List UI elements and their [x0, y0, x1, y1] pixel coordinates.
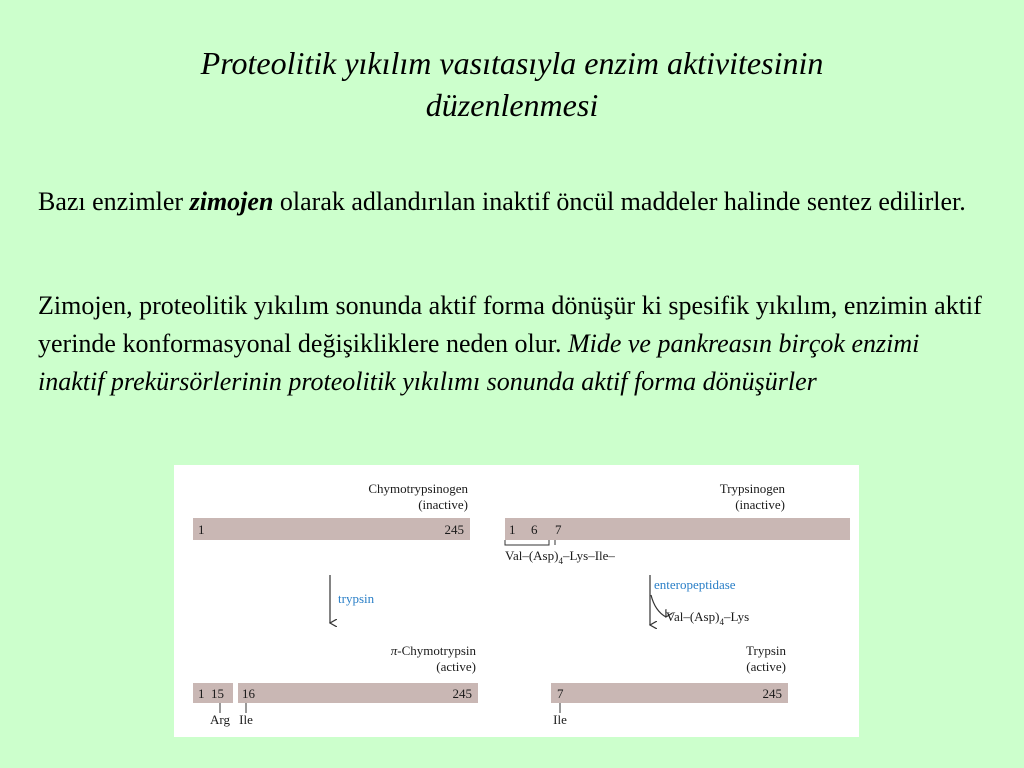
pi-symbol: π — [390, 643, 398, 658]
arg-residue-label: Arg — [210, 712, 230, 727]
released-seq-post: –Lys — [723, 609, 750, 624]
trypsin-enzyme-label: trypsin — [338, 591, 375, 606]
chymotrypsinogen-bar — [193, 518, 470, 540]
trypsinogen-bracket — [505, 540, 555, 545]
trypsin-end: 245 — [762, 686, 782, 701]
pi-chymotrypsin-state: (active) — [436, 659, 476, 674]
trypsinogen-label: Trypsinogen — [719, 481, 785, 496]
trypsin-start: 7 — [557, 686, 564, 701]
chymotrypsinogen-end: 245 — [444, 522, 464, 537]
slide-title — [60, 42, 964, 126]
trypsinogen-seq-pre: Val–(Asp) — [505, 548, 559, 563]
trypsinogen-pos-6: 6 — [531, 522, 538, 537]
title-line-1: Proteolitik yıkılım vasıtasıyla enzim aktivitesinin — [200, 45, 824, 81]
ile-residue-label-left: Ile — [239, 712, 253, 727]
figure-svg — [174, 465, 859, 737]
p1-text-pre: Bazı enzimler — [38, 187, 190, 216]
trypsin-product-state: (active) — [746, 659, 786, 674]
trypsinogen-seq-post: –Lys–Ile– — [562, 548, 615, 563]
zymogen-activation-figure — [174, 465, 859, 737]
ile-residue-label-right: Ile — [553, 712, 567, 727]
trypsinogen-sequence — [505, 548, 615, 566]
p2-text-plain: Zimojen, proteolitik yıkılım sonunda aktif forma dönüşür ki spesifik yıkılım, enzimin aktif yerinde konformasyonal değişikliklere neden olur. — [38, 291, 982, 358]
released-peptide-label — [666, 609, 749, 627]
trypsinogen-seq-sub: 4 — [558, 556, 563, 566]
chymotrypsinogen-start: 1 — [198, 522, 205, 537]
released-seq-sub: 4 — [719, 617, 724, 627]
chymotrypsinogen-state: (inactive) — [418, 497, 468, 512]
pi-chymotrypsin-bar-b — [238, 683, 478, 703]
p1-emphasis-zimojen: zimojen — [189, 187, 274, 216]
trypsinogen-state: (inactive) — [735, 497, 785, 512]
pi-chymotrypsin-label — [391, 643, 477, 658]
release-arrow — [651, 595, 666, 617]
pi-chymotrypsin-pos-1: 1 — [198, 686, 205, 701]
pi-chymotrypsin-pos-16: 16 — [242, 686, 255, 701]
trypsinogen-pos-1: 1 — [509, 522, 516, 537]
pi-chymotrypsin-name: -Chymotrypsin — [397, 643, 476, 658]
chymotrypsinogen-label: Chymotrypsinogen — [368, 481, 468, 496]
pi-chymotrypsin-pos-15: 15 — [211, 686, 224, 701]
p1-text-post: olarak adlandırılan inaktif öncül maddeler halinde sentez edilirler. — [273, 187, 966, 216]
trypsinogen-pos-7: 7 — [555, 522, 562, 537]
title-line-2: düzenlenmesi — [425, 87, 599, 123]
released-seq-pre: Val–(Asp) — [666, 609, 720, 624]
paragraph-activation — [38, 287, 988, 401]
enteropeptidase-enzyme-label: enteropeptidase — [654, 577, 736, 592]
trypsin-product-label: Trypsin — [746, 643, 786, 658]
p2-text-italic: Mide ve pankreasın birçok enzimi inaktif prekürsörlerinin proteolitik yıkılımı sonunda aktif forma dönüşürler — [38, 329, 920, 396]
paragraph-zymogen — [38, 183, 988, 221]
pi-chymotrypsin-end: 245 — [452, 686, 472, 701]
trypsin-bar — [551, 683, 788, 703]
